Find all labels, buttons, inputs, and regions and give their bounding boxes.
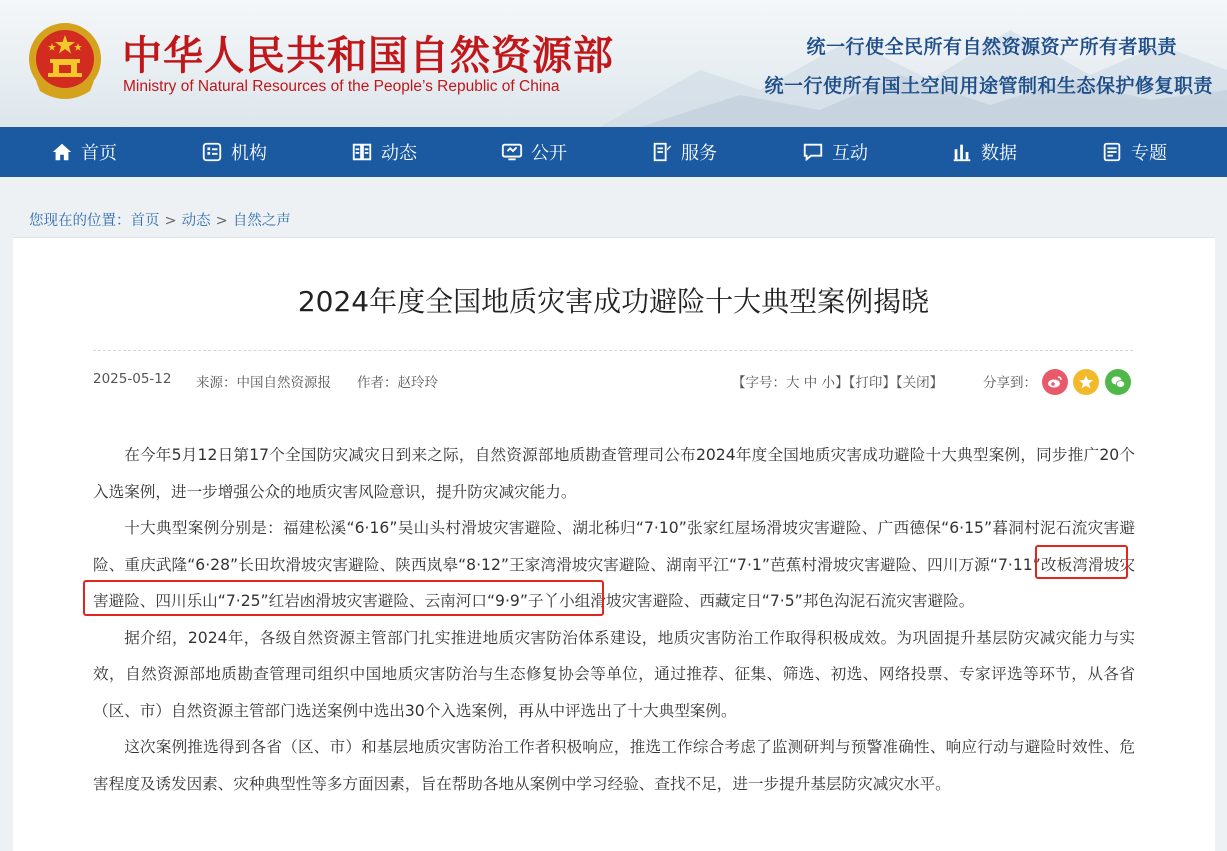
org-icon — [201, 141, 223, 163]
nav-label: 专题 — [1131, 143, 1167, 164]
article-paragraph: 在今年5月12日第17个全国防灾减灾日到来之际，自然资源部地质勘查管理司公布2024年度全国地质灾害成功避险十大典型案例，同步推广20个入选案例，进一步增强公众的地质灾害风险意识，提升防灾减灾能力。 — [93, 446, 1135, 501]
article-author: 作者：赵玲玲 — [357, 375, 438, 391]
nav-label: 公开 — [531, 143, 567, 164]
share-label: 分享到： — [983, 375, 1037, 391]
main-nav — [0, 127, 1227, 177]
font-size-large[interactable]: 大 — [786, 375, 800, 391]
nav-item-interact[interactable] — [802, 127, 868, 177]
article-paragraph: 十大典型案例分别是：福建松溪“6·16”吴山头村滑坡灾害避险、湖北秭归“7·10”张家红屋场滑坡灾害避险、广西德保“6·15”暮洞村泥石流灾害避险、重庆武隆“6·28”长田坎滑坡灾害避险、陕西岚皋“8·12”王家湾滑坡灾害避险、湖南平江“7·1”芭蕉村滑坡灾害避险、四川万源“7·11”改板湾滑坡灾害避险、四川乐山“7·25”红岩凼滑坡灾害避险、云南河口“9·9”子丫小组滑坡灾害避险、西藏定日“7·5”邦色沟泥石流灾害避险。 — [93, 519, 1135, 610]
monitor-icon — [501, 141, 523, 163]
news-icon — [351, 141, 373, 163]
breadcrumb-separator: > — [164, 213, 177, 229]
nav-label: 动态 — [381, 143, 417, 164]
article-tools — [732, 371, 943, 391]
nav-item-news[interactable] — [351, 127, 417, 177]
article-date: 2025-05-12 — [93, 371, 172, 387]
site-header — [0, 0, 1227, 127]
national-emblem-icon — [26, 19, 104, 101]
close-button[interactable]: 【关闭】 — [895, 375, 944, 391]
topic-icon — [1101, 141, 1123, 163]
breadcrumb-item-nature-voice[interactable]: 自然之声 — [232, 213, 291, 229]
article-paragraph: 这次案例推选得到各省（区、市）和基层地质灾害防治工作者积极响应，推选工作综合考虑了监测研判与预警准确性、响应行动与避险时效性、危害程度及诱发因素、灾种典型性等多方面因素，旨在帮助各地从案例中学习经验、查找不足，进一步提升基层防灾减灾水平。 — [93, 738, 1135, 793]
home-icon — [51, 141, 73, 163]
chart-icon — [951, 141, 973, 163]
site-subtitle: Ministry of Natural Resources of the People’s Republic of China — [123, 78, 560, 95]
print-button[interactable]: 【打印】 — [848, 375, 896, 391]
wechat-icon[interactable] — [1105, 369, 1131, 395]
breadcrumb-item-news[interactable]: 动态 — [181, 213, 211, 229]
article-body — [93, 437, 1135, 802]
font-size-end: 】 — [835, 375, 849, 391]
nav-item-home[interactable] — [51, 127, 117, 177]
slogan-2: 统一行使所有国土空间用途管制和生态保护修复职责 — [764, 75, 1213, 97]
article-title: 2024年度全国地质灾害成功避险十大典型案例揭晓 — [297, 285, 930, 318]
nav-label: 机构 — [231, 143, 267, 164]
breadcrumb-separator: > — [215, 213, 228, 229]
nav-item-org[interactable] — [201, 127, 267, 177]
font-size-label: 【字号： — [732, 375, 786, 391]
breadcrumb — [29, 209, 291, 230]
font-size-medium[interactable]: 中 — [803, 375, 818, 391]
service-icon — [651, 141, 673, 163]
nav-label: 互动 — [832, 143, 868, 164]
nav-label: 首页 — [81, 143, 117, 164]
nav-item-service[interactable] — [651, 127, 717, 177]
nav-item-topic[interactable] — [1101, 127, 1167, 177]
breadcrumb-prefix: 您现在的位置： — [29, 213, 131, 229]
title-divider — [93, 350, 1133, 351]
nav-item-public[interactable] — [501, 127, 567, 177]
nav-item-data[interactable] — [951, 127, 1017, 177]
font-size-small[interactable]: 小 — [821, 375, 836, 391]
slogan-1: 统一行使全民所有自然资源资产所有者职责 — [806, 36, 1177, 58]
chat-icon — [802, 141, 824, 163]
weibo-icon[interactable] — [1042, 369, 1068, 395]
article-source: 来源：中国自然资源报 — [196, 375, 331, 391]
breadcrumb-item-home[interactable]: 首页 — [130, 213, 160, 229]
nav-label: 服务 — [681, 143, 717, 164]
article-paragraph: 据介绍，2024年，各级自然资源主管部门扎实推进地质灾害防治体系建设，地质灾害防治工作取得积极成效。为巩固提升基层防灾减灾能力与实效，自然资源部地质勘查管理司组织中国地质灾害防治与生态修复协会等单位，通过推荐、征集、筛选、初选、网络投票、专家评选等环节，从各省（区、市）自然资源主管部门选送案例中选出30个入选案例，再从中评选出了十大典型案例。 — [93, 628, 1135, 720]
qzone-icon[interactable] — [1073, 369, 1099, 395]
site-title: 中华人民共和国自然资源部 — [122, 33, 614, 79]
nav-label: 数据 — [981, 143, 1017, 164]
